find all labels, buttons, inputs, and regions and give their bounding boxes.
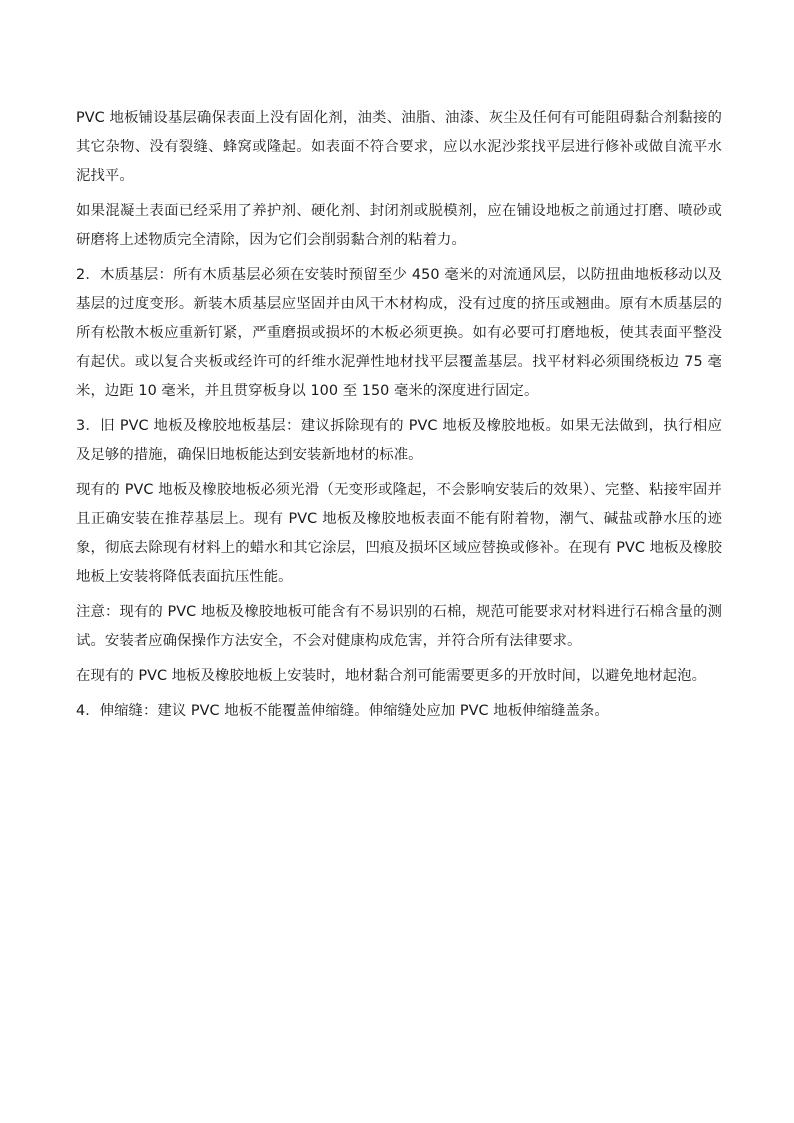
paragraph-old-pvc-base: 3．旧 PVC 地板及橡胶地板基层：建议拆除现有的 PVC 地板及橡胶地板。如果无法做到，执行相应及足够的措施，确保旧地板能达到安装新地材的标准。	[76, 418, 722, 463]
paragraph-concrete-treatment: 如果混凝土表面已经采用了养护剂、硬化剂、封闭剂或脱模剂，应在铺设地板之前通过打磨、喷砂或研磨将上述物质完全清除，因为它们会削弱黏合剂的粘着力。	[76, 203, 722, 248]
paragraph-adhesive-open-time: 在现有的 PVC 地板及橡胶地板上安装时，地材黏合剂可能需要更多的开放时间，以避免地材起泡。	[76, 668, 707, 684]
document-page	[76, 104, 722, 732]
paragraph-base-surface: PVC 地板铺设基层确保表面上没有固化剂，油类、油脂、油漆、灰尘及任何有可能阻碍黏合剂黏接的其它杂物、没有裂缝、蜂窝或隆起。如表面不符合要求，应以水泥沙浆找平层进行修补或做自流平水泥找平。	[76, 110, 722, 184]
paragraph-expansion-joint: 4．伸缩缝：建议 PVC 地板不能覆盖伸缩缝。伸缩缝处应加 PVC 地板伸缩缝盖条。	[76, 703, 609, 719]
paragraph-existing-floor-requirements: 现有的 PVC 地板及橡胶地板必须光滑（无变形或隆起，不会影响安装后的效果）、完整、粘接牢固并且正确安装在推荐基层上。现有 PVC 地板及橡胶地板表面不能有附着物，潮气、碱盐或静水压的迹象，彻底去除现有材料上的蜡水和其它涂层，凹痕及损坏区域应替换或修补。在现有 PVC 地板及橡胶地板上安装将降低表面抗压性能。	[76, 482, 722, 585]
paragraph-wood-base: 2．木质基层：所有木质基层必须在安装时预留至少 450 毫米的对流通风层，以防扭曲地板移动以及基层的过度变形。新装木质基层应坚固并由风干木材构成，没有过度的挤压或翘曲。原有木质基层的所有松散木板应重新钉紧，严重磨损或损坏的木板必须更换。如有必要可打磨地板，使其表面平整没有起伏。或以复合夹板或经许可的纤维水泥弹性地材找平层覆盖基层。找平材料必须围绕板边 75 毫米，边距 10 毫米，并且贯穿板身以 100 至 150 毫米的深度进行固定。	[76, 267, 722, 399]
paragraph-asbestos-note: 注意：现有的 PVC 地板及橡胶地板可能含有不易识别的石棉，规范可能要求对材料进行石棉含量的测试。安装者应确保操作方法安全，不会对健康构成危害，并符合所有法律要求。	[76, 604, 722, 649]
